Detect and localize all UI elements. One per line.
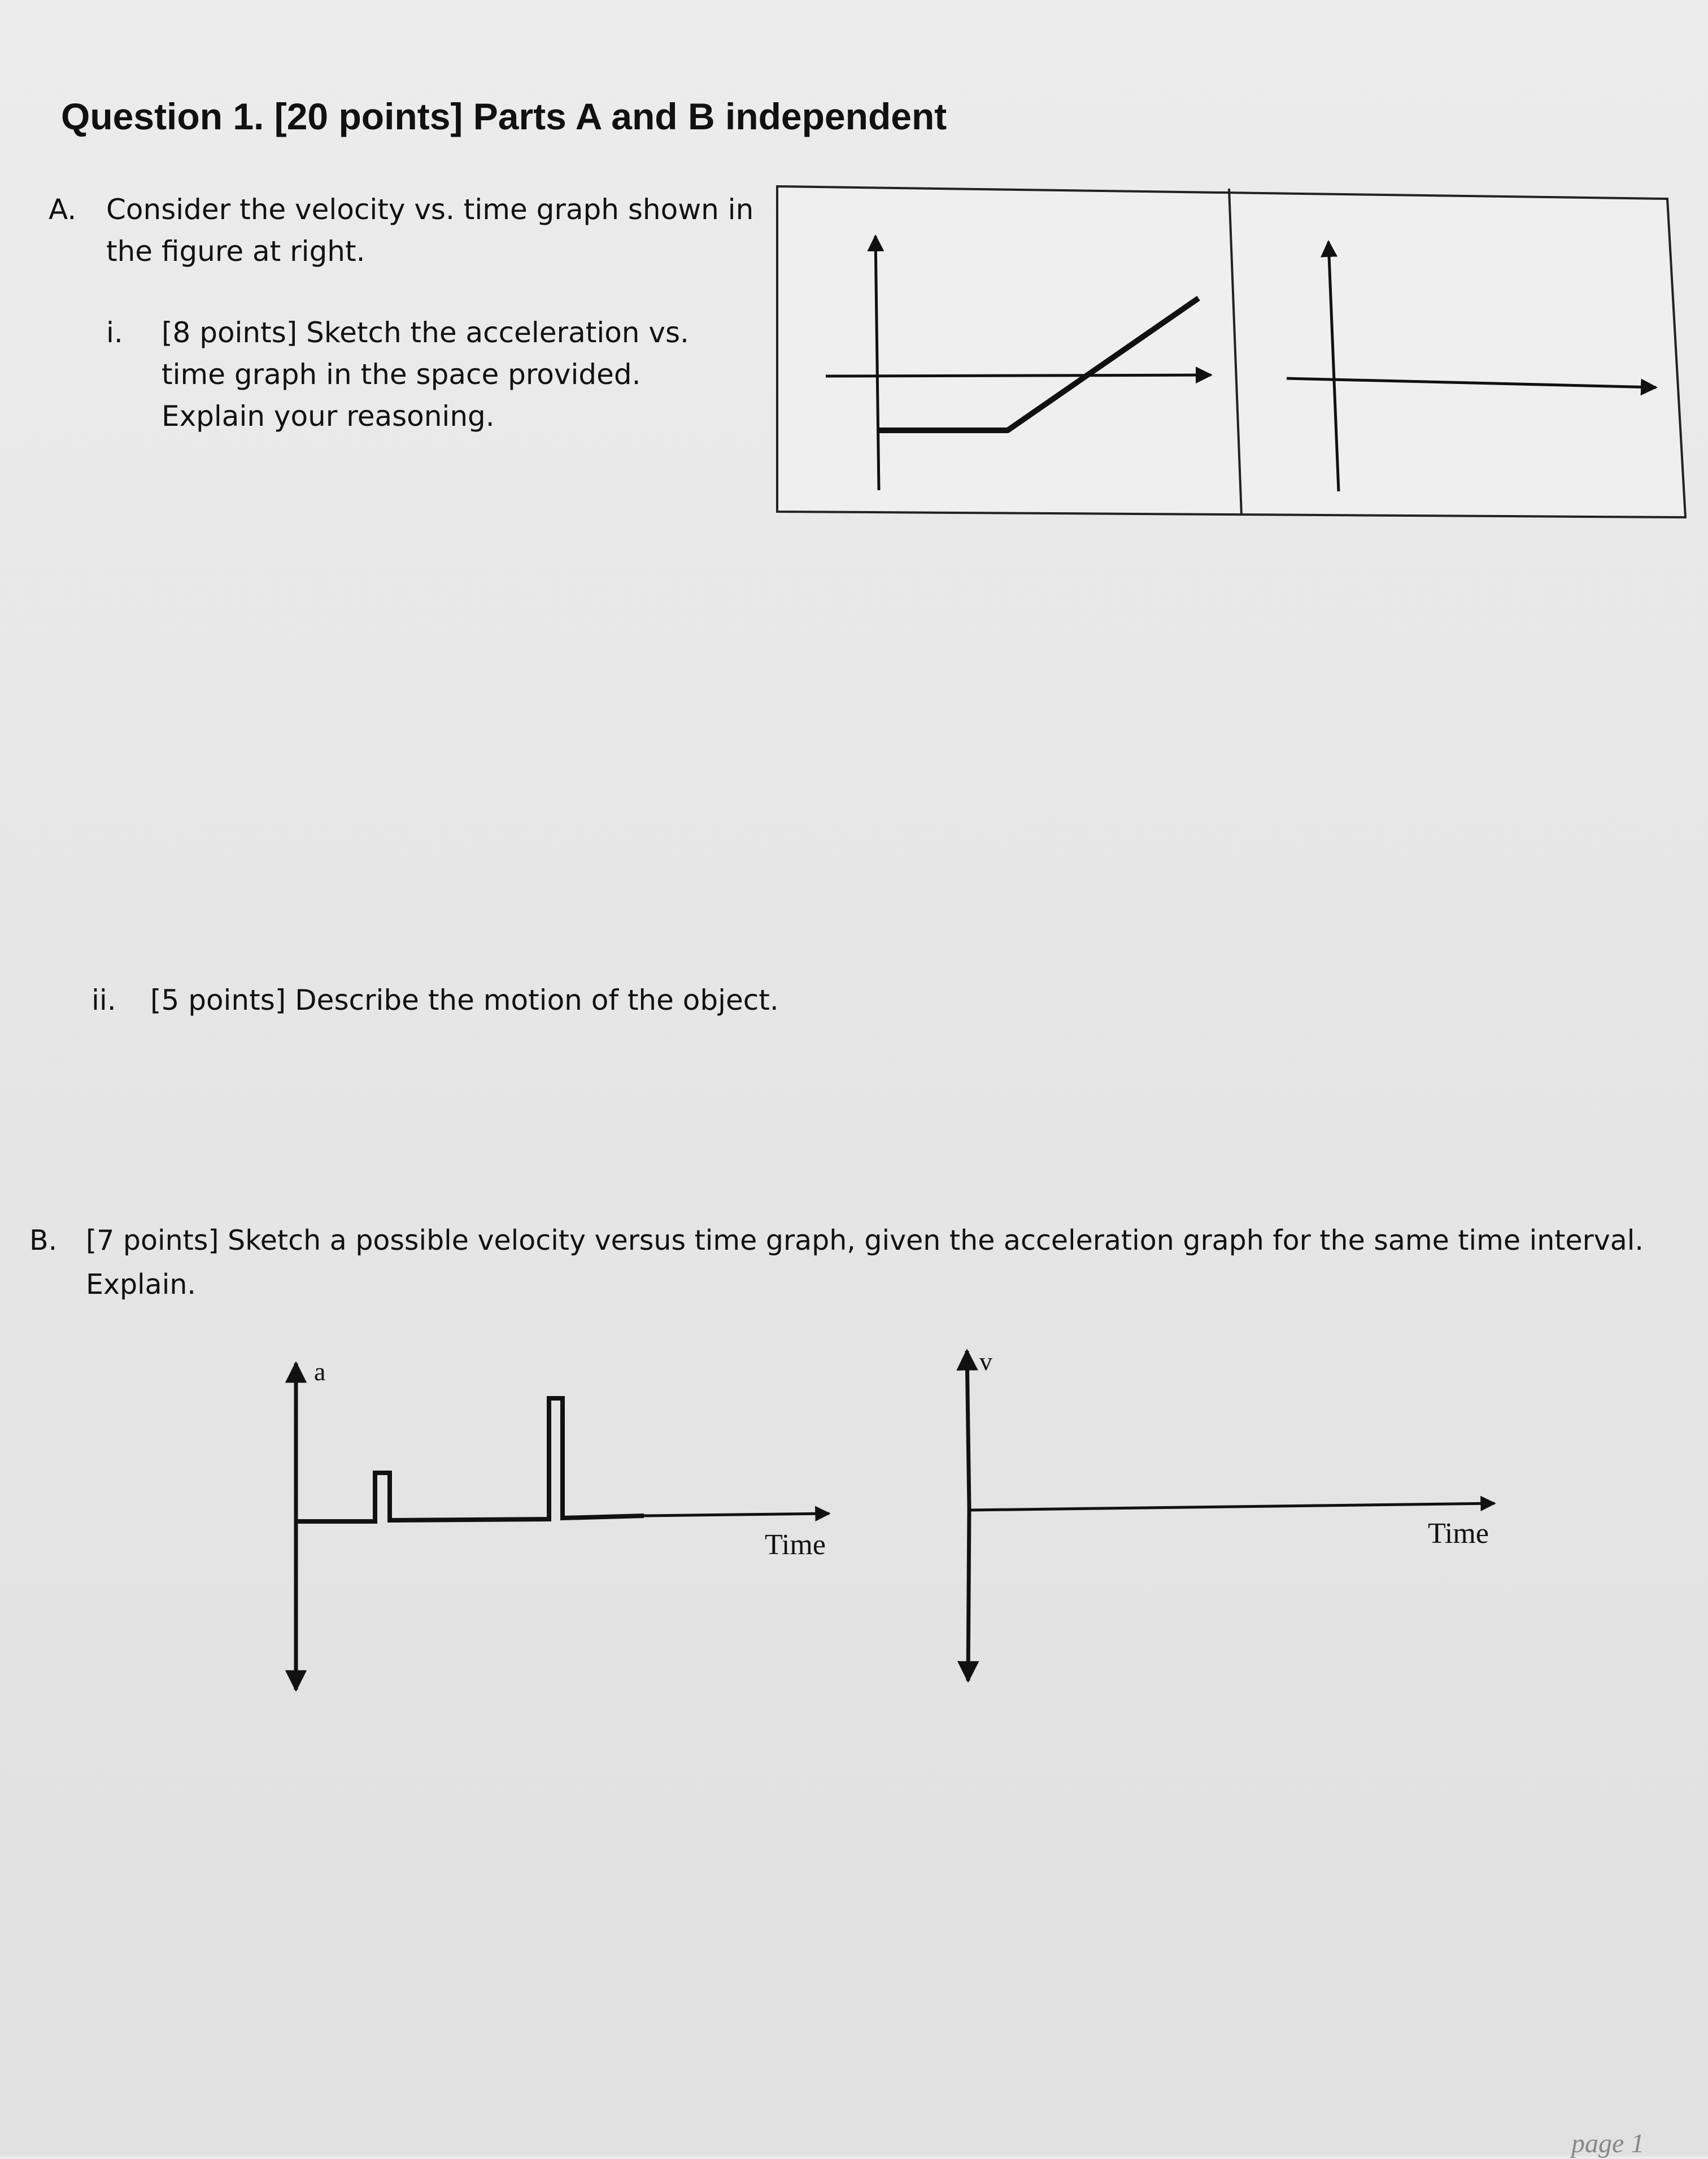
part-a-i-line1: [8 points] Sketch the acceleration vs. — [162, 316, 689, 349]
accel-time-label: Time — [765, 1529, 826, 1561]
part-a-intro-line2: the figure at right. — [106, 235, 365, 268]
part-a-ii-label: ii. — [91, 984, 116, 1017]
part-a-i-line3: Explain your reasoning. — [162, 400, 495, 433]
velocity-b-y-axis-up — [967, 1351, 969, 1508]
accel-axis-label: a — [314, 1357, 326, 1386]
part-a-ii-text: [5 points] Describe the motion of the object. — [150, 984, 779, 1017]
velocity-b-y-axis-down — [968, 1508, 969, 1681]
part-b-line1: [7 points] Sketch a possible velocity versus time graph, given the acceleration graph for the same time interval. — [86, 1224, 1644, 1257]
part-b-label: B. — [29, 1224, 58, 1257]
accel-b-x-axis — [643, 1514, 829, 1516]
part-a-intro-line1: Consider the velocity vs. time graph shown in — [106, 193, 754, 226]
part-a-i-label: i. — [106, 316, 123, 349]
velocity-b-x-axis — [969, 1503, 1494, 1510]
part-b-acceleration-graph — [296, 1363, 829, 1690]
velocity-x-axis — [826, 375, 1211, 376]
question-title: Question 1. [20 points] Parts A and B independent — [61, 95, 947, 137]
accel-b-curve — [296, 1398, 644, 1521]
velocity-time-label: Time — [1428, 1517, 1489, 1550]
part-a-label: A. — [49, 193, 77, 226]
figure-a-frame — [777, 186, 1685, 517]
velocity-axis-label: v — [979, 1347, 992, 1376]
part-b-velocity-axes — [967, 1351, 1494, 1681]
part-b-line2: Explain. — [86, 1268, 196, 1301]
part-a-i-line2: time graph in the space provided. — [162, 358, 641, 391]
page-number: page 1 — [1571, 2129, 1645, 2158]
